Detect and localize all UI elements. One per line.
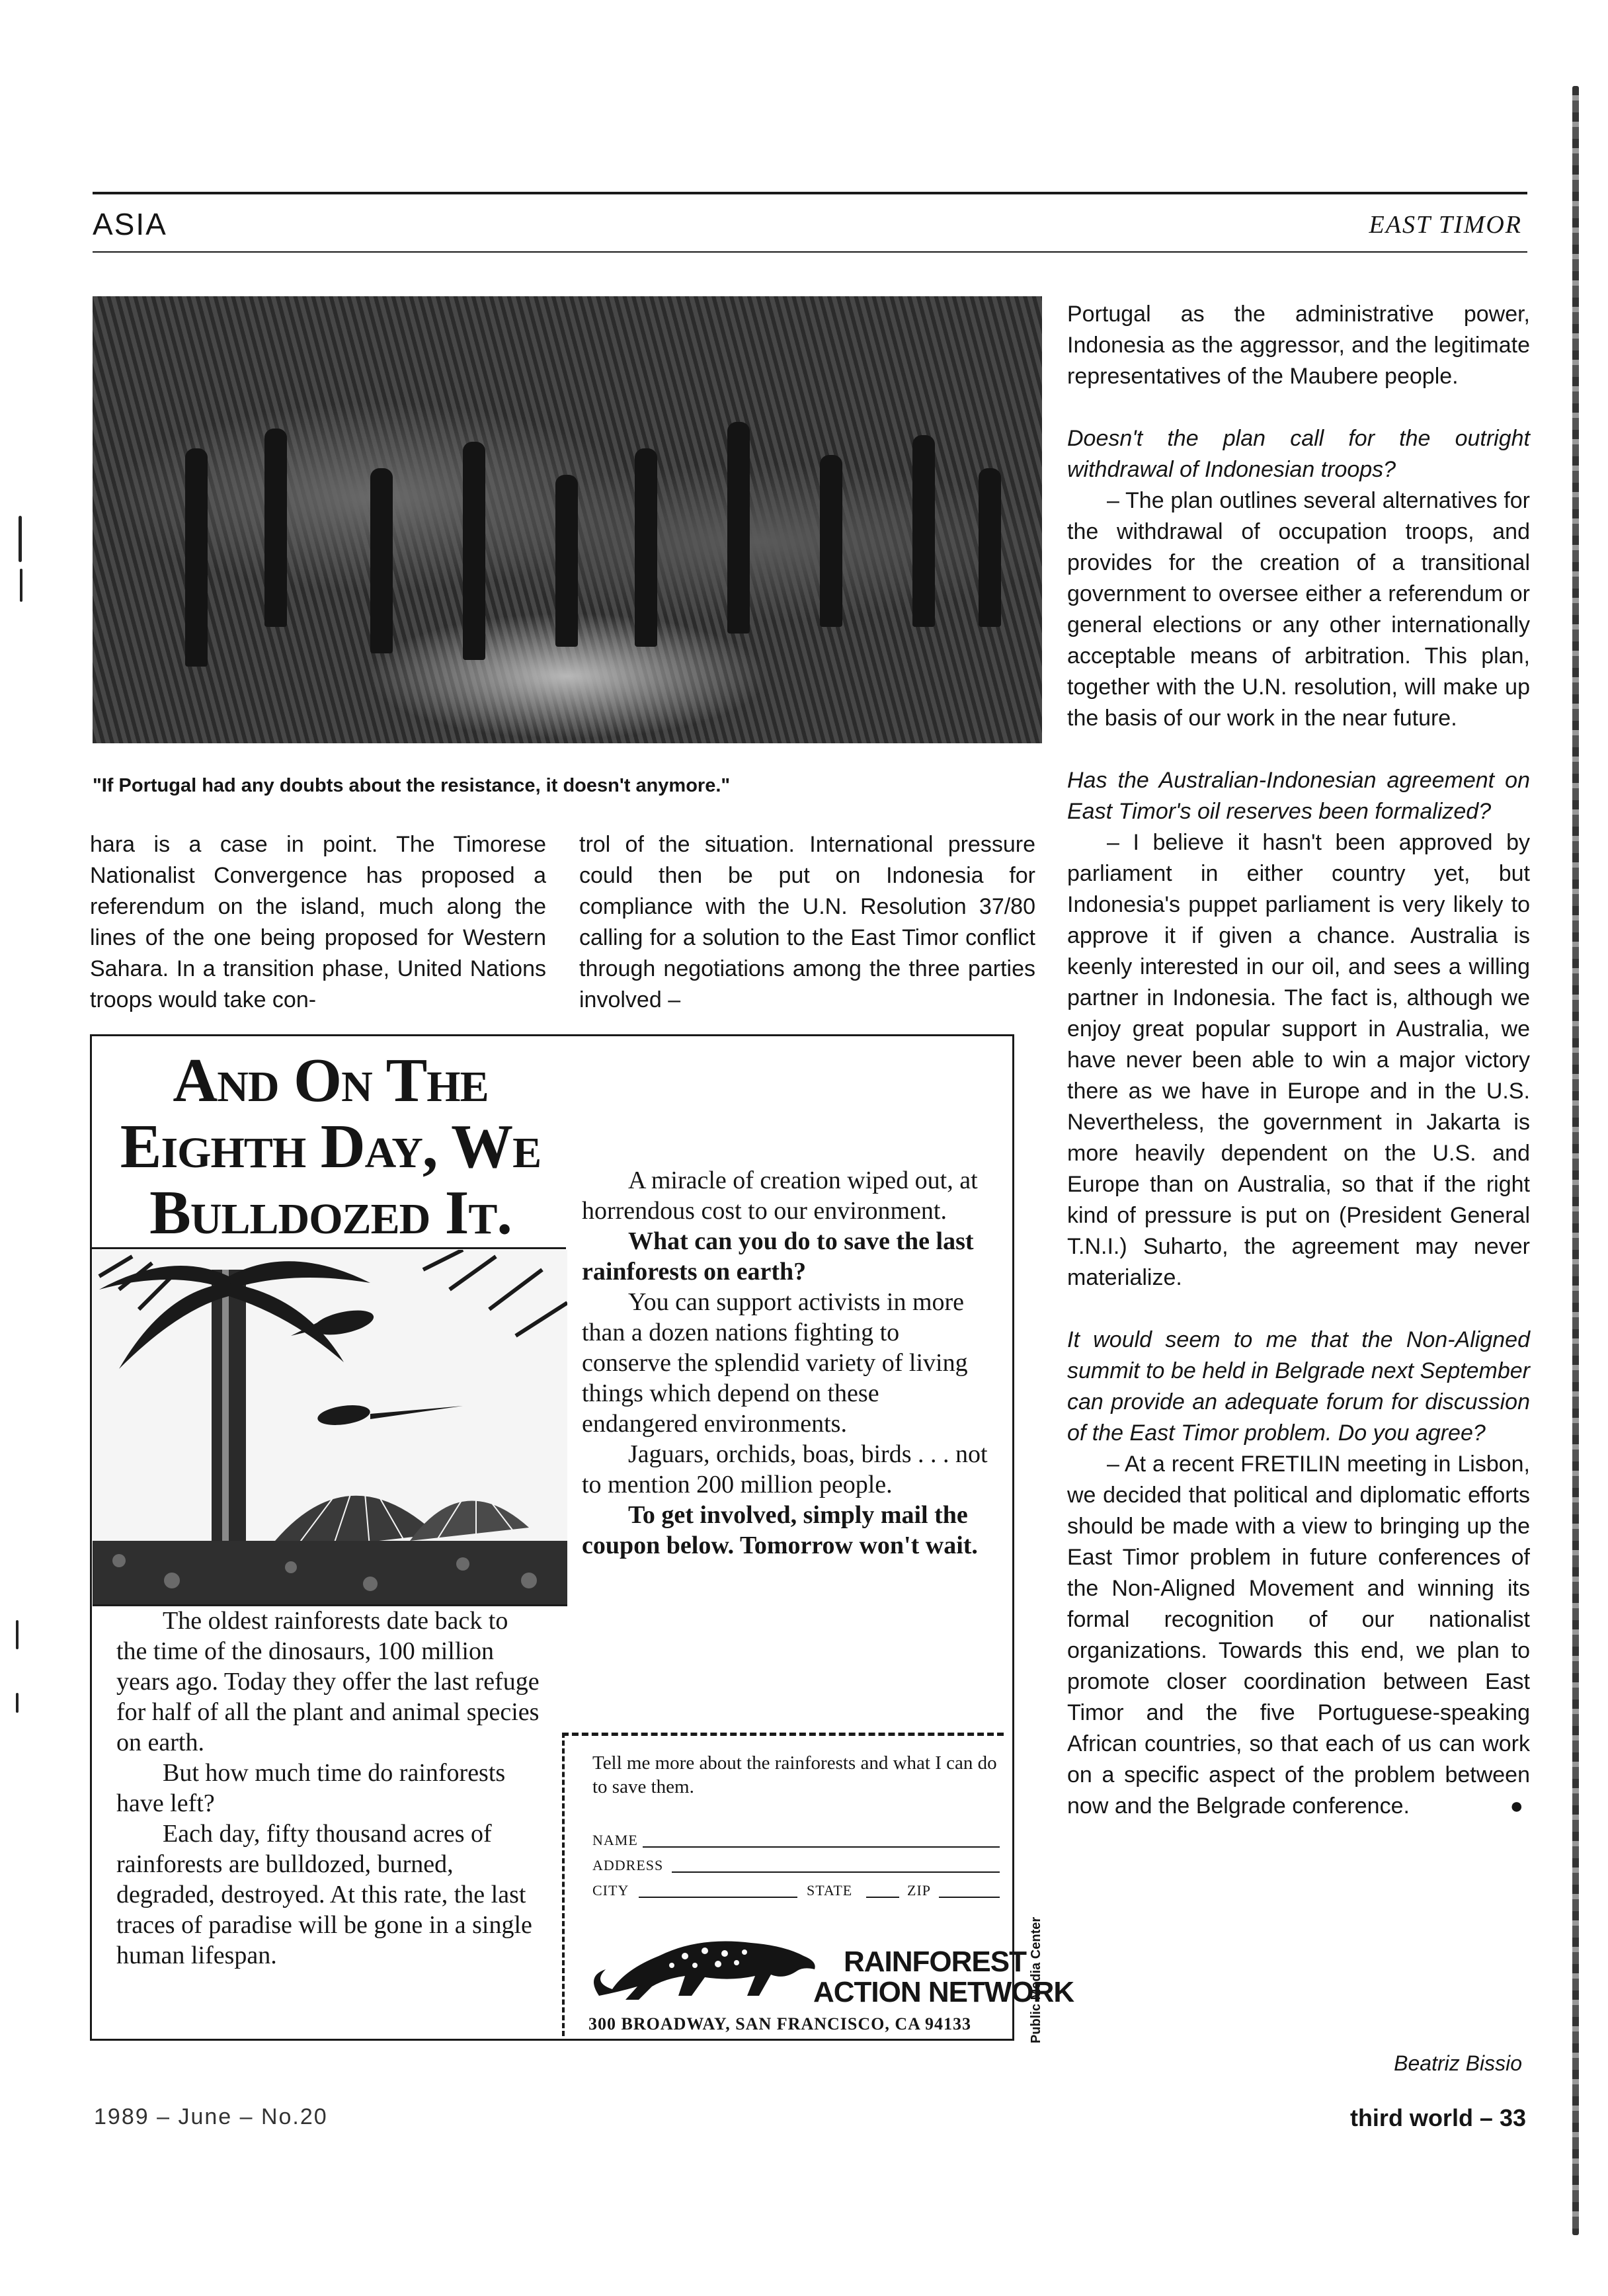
question-2: Has the Australian-Indonesian agreement on East Timor's oil reserves been formalized? [1067,768,1530,824]
answer-3 [1067,1449,1530,1822]
page-edge-mark [1572,86,1579,2235]
header-rule [93,251,1527,253]
coupon-zip-label: ZIP [907,1882,931,1899]
ad-right-paragraph-2: Jaguars, orchids, boas, birds . . . not to mention 200 million people. [582,1440,988,1498]
issue-info: 1989 – June – No.20 [94,2104,328,2129]
coupon-address-field[interactable] [672,1871,1000,1873]
topic-label: EAST TIMOR [1369,211,1522,239]
section-label: ASIA [93,207,167,241]
ad-right-intro: A miracle of creation wiped out, at horrendous cost to our environment. [582,1167,978,1225]
coupon-intro: Tell me more about the rainforests and what I can do to save them. [592,1752,997,1797]
article-column-1: hara is a case in point. The Timorese Nationalist Convergence has proposed a referendum on the island, much along the lines of the one being proposed for Western Sahara. In a transition phase, United Nations troops would take con- [90,832,546,1012]
answer-3-text: – At a recent FRETILIN meeting in Lisbon, we decided that political and diplomatic efforts should be made with a view to bringing up the East Timor problem in future conferences of the Non-Aligned Movement and winning its formal recognition of our nationalist organizations. Towards this end, we plan to promote closer coordination between East Timor and the five Portuguese-speaking African countries, so that each of us can work on a specific aspect of the problem between now and the Belgrade conference. [1067,1452,1530,1819]
scan-mark [19,516,22,562]
coupon-state-field[interactable] [866,1897,899,1898]
interview-intro: Portugal as the administrative power, Indonesia as the aggressor, and the legitimate representatives of the Maubere people. [1067,302,1530,389]
org-name-line-1: RAINFOREST [844,1946,1026,1978]
ad-right-paragraph-3: To get involved, simply mail the coupon below. Tomorrow won't wait. [582,1501,978,1559]
answer-2: – I believe it hasn't been approved by parliament in either country yet, but Indonesia's puppet parliament is very likely to approve it if given a chance. Australia is keenly interested in our oil, and sees a willing partner in Indonesia. The fact is, although we enjoy great popular support in Australia, we have never been able to win a major victory there as we have in Europe and in the U.S. Nevertheless, the government in Jakarta is more heavily dependent on the U.S. and Europe than on Australia, so that if the right kind of pressure is put on (President General T.N.I.) Suharto, the agreement may never materialize. [1067,830,1530,1290]
coupon-zip-field[interactable] [939,1897,1000,1898]
coupon-name-label: NAME [592,1832,638,1848]
ad-left-paragraph-3: Each day, fifty thousand acres of rainforests are bulldozed, burned, degraded, destroyed. At this rate, the last traces of paradise will be gone in a single human lifespan. [116,1820,532,1969]
coupon-state-label: STATE [807,1882,853,1899]
byline: Beatriz Bissio [1394,2051,1522,2075]
ad-left-copy [116,1606,540,1971]
coupon-city-field[interactable] [639,1897,797,1898]
article-column-3 [1067,299,1530,1853]
question-3: It would seem to me that the Non-Aligned summit to be held in Belgrade next September can provide an adequate forum for discussion of the East Timor problem. Do you agree? [1067,1327,1530,1446]
resistance-photo [93,296,1042,743]
ad-credit: Public Media Center [1029,1916,1043,2043]
ad-right-paragraph-1: You can support activists in more than a dozen nations fighting to conserve the splendid variety of living things which depend on these endangered environments. [582,1288,968,1438]
rainforest-illustration [93,1250,567,1606]
org-name-line-2: ACTION NETWORK [813,1976,1074,2008]
coupon-address-label: ADDRESS [592,1857,664,1873]
ad-headline-rule [90,1247,566,1249]
coupon-name-field[interactable] [643,1846,1000,1848]
coupon-city-label: CITY [592,1882,629,1899]
page-number: third world – 33 [1349,2104,1526,2131]
ad-left-paragraph-1: The oldest rainforests date back to the time of the dinosaurs, 100 million years ago. Today they offer the last refuge for half of all the plant and animal species on earth. [116,1607,540,1756]
ad-headline: And On The Eighth Day, We Bulldozed It. [120,1046,542,1247]
article-column-2: trol of the situation. International pressure could then be put on Indonesia for compliance with the U.N. Resolution 37/80 calling for a solution to the East Timor conflict through negotiations among the three parties involved – [579,832,1035,1012]
scan-mark [16,1620,19,1649]
scan-mark [16,1693,19,1713]
ad-right-question: What can you do to save the last rainforests on earth? [582,1227,974,1286]
jaguar-logo-icon [586,1923,824,2002]
photo-caption: "If Portugal had any doubts about the resistance, it doesn't anymore." [93,775,731,796]
end-mark: ● [1509,1793,1523,1819]
question-1: Doesn't the plan call for the outright withdrawal of Indonesian troops? [1067,426,1530,482]
scan-mark [20,569,22,602]
org-address: 300 BROADWAY, SAN FRANCISCO, CA 94133 [588,2014,971,2033]
answer-1: – The plan outlines several alternatives for the withdrawal of occupation troops, and provides for the creation of a transitional government to oversee either a referendum or general elections or any other internationally acceptable means of arbitration. This plan, together with the U.N. resolution, will make up the basis of our work in the near future. [1067,488,1530,731]
ad-left-paragraph-2: But how much time do rainforests have left? [116,1759,506,1817]
ad-right-copy [582,1165,992,1561]
top-rule [93,192,1527,194]
